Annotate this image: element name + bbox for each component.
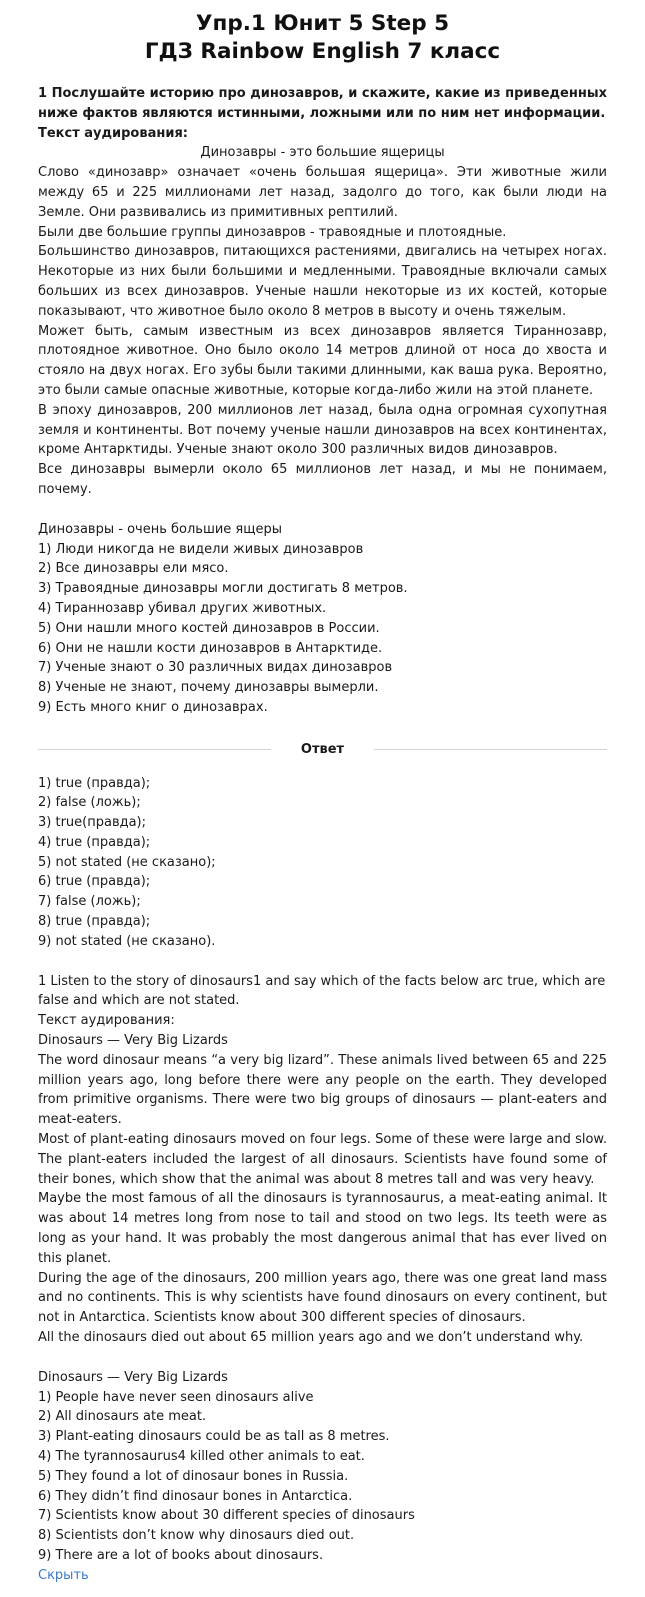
answer-item: 6) true (правда); xyxy=(38,874,151,890)
list-item: 5) Они нашли много костей динозавров в России. xyxy=(38,620,380,636)
list-item: 6) Они не нашли кости динозавров в Антарктиде. xyxy=(38,640,383,656)
ru-story-title: Динозавры - это большие ящерицы xyxy=(200,145,445,161)
answer-item: 3) true(правда); xyxy=(38,815,147,831)
answer-item: 7) false (ложь); xyxy=(38,894,141,910)
ru-paragraph: Может быть, самым известным из всех динозавров является Тираннозавр, плотоядное животное. Оно было около 14 метров длиной от носа до хвоста и стояло на двух ногах. Его зубы были такими длинными, как ваша рука. Вероятно, это были самые опасные животные, которые когда-либо жили на этой планете. xyxy=(38,323,607,398)
en-statements-list xyxy=(38,1388,607,1566)
page-title xyxy=(38,10,607,66)
answer-item: 4) true (правда); xyxy=(38,834,151,850)
ru-paragraph: Слово «динозавр» означает «очень большая ящерица». Эти животные жили между 65 и 225 миллионами лет назад, задолго до того, как были люди на Земле. Они развивались из примитивных рептилий. xyxy=(38,165,607,220)
hide-link[interactable]: Скрыть xyxy=(38,1567,89,1583)
en-statements-title: Dinosaurs — Very Big Lizards xyxy=(38,1369,228,1385)
list-item: 5) They found a lot of dinosaur bones in Russia. xyxy=(38,1468,349,1484)
list-item: 1) Люди никогда не видели живых динозавров xyxy=(38,541,364,557)
list-item: 3) Травоядные динозавры могли достигать 8 метров. xyxy=(38,581,408,597)
ru-paragraph: Все динозавры вымерли около 65 миллионов лет назад, и мы не понимаем, почему. xyxy=(38,462,607,497)
answer-item: 1) true (правда); xyxy=(38,775,151,791)
divider-line-left xyxy=(38,749,271,750)
answer-item: 9) not stated (не сказано). xyxy=(38,933,216,949)
en-paragraph: Most of plant-eating dinosaurs moved on four legs. Some of these were large and slow. The plant-eaters included the largest of all dinosaurs. Scientists have found some of their bones, which show that the animal was about 8 metres tall and was very heavy. xyxy=(38,1132,607,1187)
ru-listening-label: Текст аудирования: xyxy=(38,125,189,141)
list-item: 1) People have never seen dinosaurs alive xyxy=(38,1389,314,1405)
en-story xyxy=(38,1051,607,1348)
en-paragraph: During the age of the dinosaurs, 200 million years ago, there was one great land mass and no continents. This is why scientists have found dinosaurs on every continent, but not in Antarctica. Scientists know about 300 different species of dinosaurs. xyxy=(38,1270,607,1326)
list-item: 8) Scientists don’t know why dinosaurs died out. xyxy=(38,1528,355,1544)
list-item: 4) Тираннозавр убивал других животных. xyxy=(38,600,327,616)
en-paragraph: All the dinosaurs died out about 65 million years ago and we don’t understand why. xyxy=(38,1330,584,1346)
en-story-title: Dinosaurs — Very Big Lizards xyxy=(38,1033,228,1049)
en-paragraph: The word dinosaur means “a very big lizard”. These animals lived between 65 and 225 million years ago, long before there were any people on the earth. They developed from primitive organisms. There were two big groups of dinosaurs — plant-eaters and meat-eaters. xyxy=(38,1052,607,1128)
list-item: 4) The tyrannosaurus4 killed other animals to eat. xyxy=(38,1449,365,1464)
answer-list xyxy=(38,774,607,952)
title-line-2: ГДЗ Rainbow English 7 класс xyxy=(144,39,501,64)
ru-paragraph: Были две большие группы динозавров - травоядные и плотоядные. xyxy=(38,224,507,240)
list-item: 6) They didn’t find dinosaur bones in Antarctica. xyxy=(38,1488,353,1504)
answer-divider xyxy=(38,740,607,760)
list-item: 7) Ученые знают о 30 различных видах динозавров xyxy=(38,660,393,676)
answer-item: 8) true (правда); xyxy=(38,914,151,930)
answer-heading: Ответ xyxy=(300,741,345,757)
ru-statements-title: Динозавры - очень большие ящеры xyxy=(38,521,282,537)
en-listening-label: Текст аудирования: xyxy=(38,1013,175,1029)
list-item: 9) There are a lot of books about dinosaurs. xyxy=(38,1547,324,1563)
list-item: 3) Plant-eating dinosaurs could be as tall as 8 metres. xyxy=(38,1429,390,1445)
list-item: 7) Scientists know about 30 different species of dinosaurs xyxy=(38,1508,415,1524)
en-paragraph: Maybe the most famous of all the dinosaurs is tyrannosaurus, a meat-eating animal. It was about 14 metres long from nose to tail and stood on two legs. Its teeth were as long as your hand. It was probably the most dangerous animal that has ever lived on this planet. xyxy=(38,1191,607,1266)
list-item: 8) Ученые не знают, почему динозавры вымерли. xyxy=(38,680,379,696)
title-line-1: Упр.1 Юнит 5 Step 5 xyxy=(195,11,450,36)
ru-paragraph: В эпоху динозавров, 200 миллионов лет назад, была одна огромная сухопутная земля и континенты. Вот почему ученые нашли динозавров на всех континентах, кроме Антарктиды. Ученые знают около 300 различных видов динозавров. xyxy=(38,402,607,458)
ru-statements-list xyxy=(38,540,607,718)
answer-item: 2) false (ложь); xyxy=(38,795,141,811)
en-task: 1 Listen to the story of dinosaurs1 and say which of the facts below arc true, which are false and which are not stated. xyxy=(38,973,606,1009)
ru-story xyxy=(38,163,607,500)
ru-task: 1 Послушайте историю про динозавров, и скажите, какие из приведенных ниже фактов являются истинными, ложными или по ним нет информации. xyxy=(38,86,607,121)
ru-paragraph: Большинство динозавров, питающихся растениями, двигались на четырех ногах. Некоторые из них были большими и медленными. Травоядные включали самых больших из всех динозавров. Ученые нашли некоторые из их костей, которые показывают, что животное было около 8 метров в высоту и очень тяжелым. xyxy=(38,244,607,319)
list-item: 2) All dinosaurs ate meat. xyxy=(38,1409,207,1425)
list-item: 2) Все динозавры ели мясо. xyxy=(38,561,229,577)
list-item: 9) Есть много книг о динозаврах. xyxy=(38,699,268,715)
divider-line-right xyxy=(374,749,607,750)
answer-item: 5) not stated (не сказано); xyxy=(38,854,216,870)
